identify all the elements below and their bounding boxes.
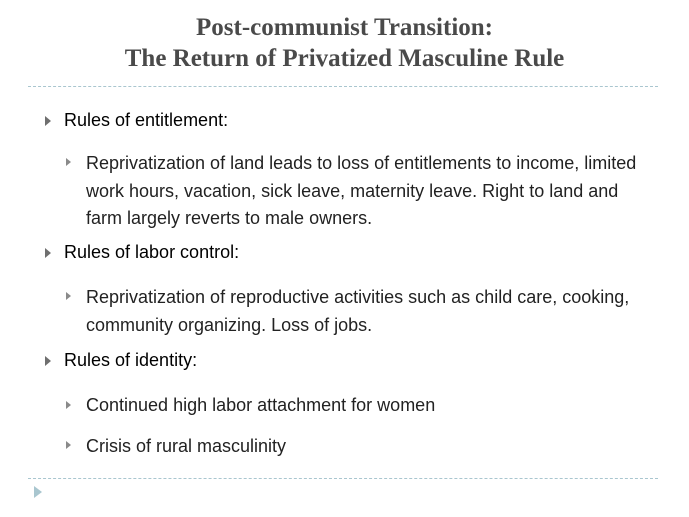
bullet-item-entitlement: Rules of entitlement: [64,110,229,130]
bullet-arrow-icon [45,116,51,126]
sub-bullet-labor-control: Reprivatization of reproductive activities such as child care, cooking, community organizing. Loss of jobs. [86,287,630,335]
bullet-arrow-icon [45,248,51,258]
title-line-2: The Return of Privatized Masculine Rule [124,45,565,72]
bullet-item-labor-control: Rules of labor control: [64,242,240,262]
sub-bullet-arrow-icon [66,158,71,166]
title-line-1: Post-communist Transition: [196,14,493,41]
bullet-item-identity: Rules of identity: [64,350,198,370]
sub-bullet-arrow-icon [66,292,71,300]
bottom-divider [28,478,658,479]
footer-arrow-icon [34,486,42,498]
sub-bullet-identity-women: Continued high labor attachment for women [86,395,436,415]
bullet-arrow-icon [45,356,51,366]
sub-bullet-arrow-icon [66,401,71,409]
top-divider [28,86,658,87]
sub-bullet-arrow-icon [66,441,71,449]
sub-bullet-entitlement: Reprivatization of land leads to loss of entitlements to income, limited work hours, vacation, sick leave, maternity leave. Right to land and farm largely reverts to male owners. [86,153,637,228]
slide-title [0,12,689,74]
sub-bullet-identity-masculinity: Crisis of rural masculinity [86,436,287,456]
